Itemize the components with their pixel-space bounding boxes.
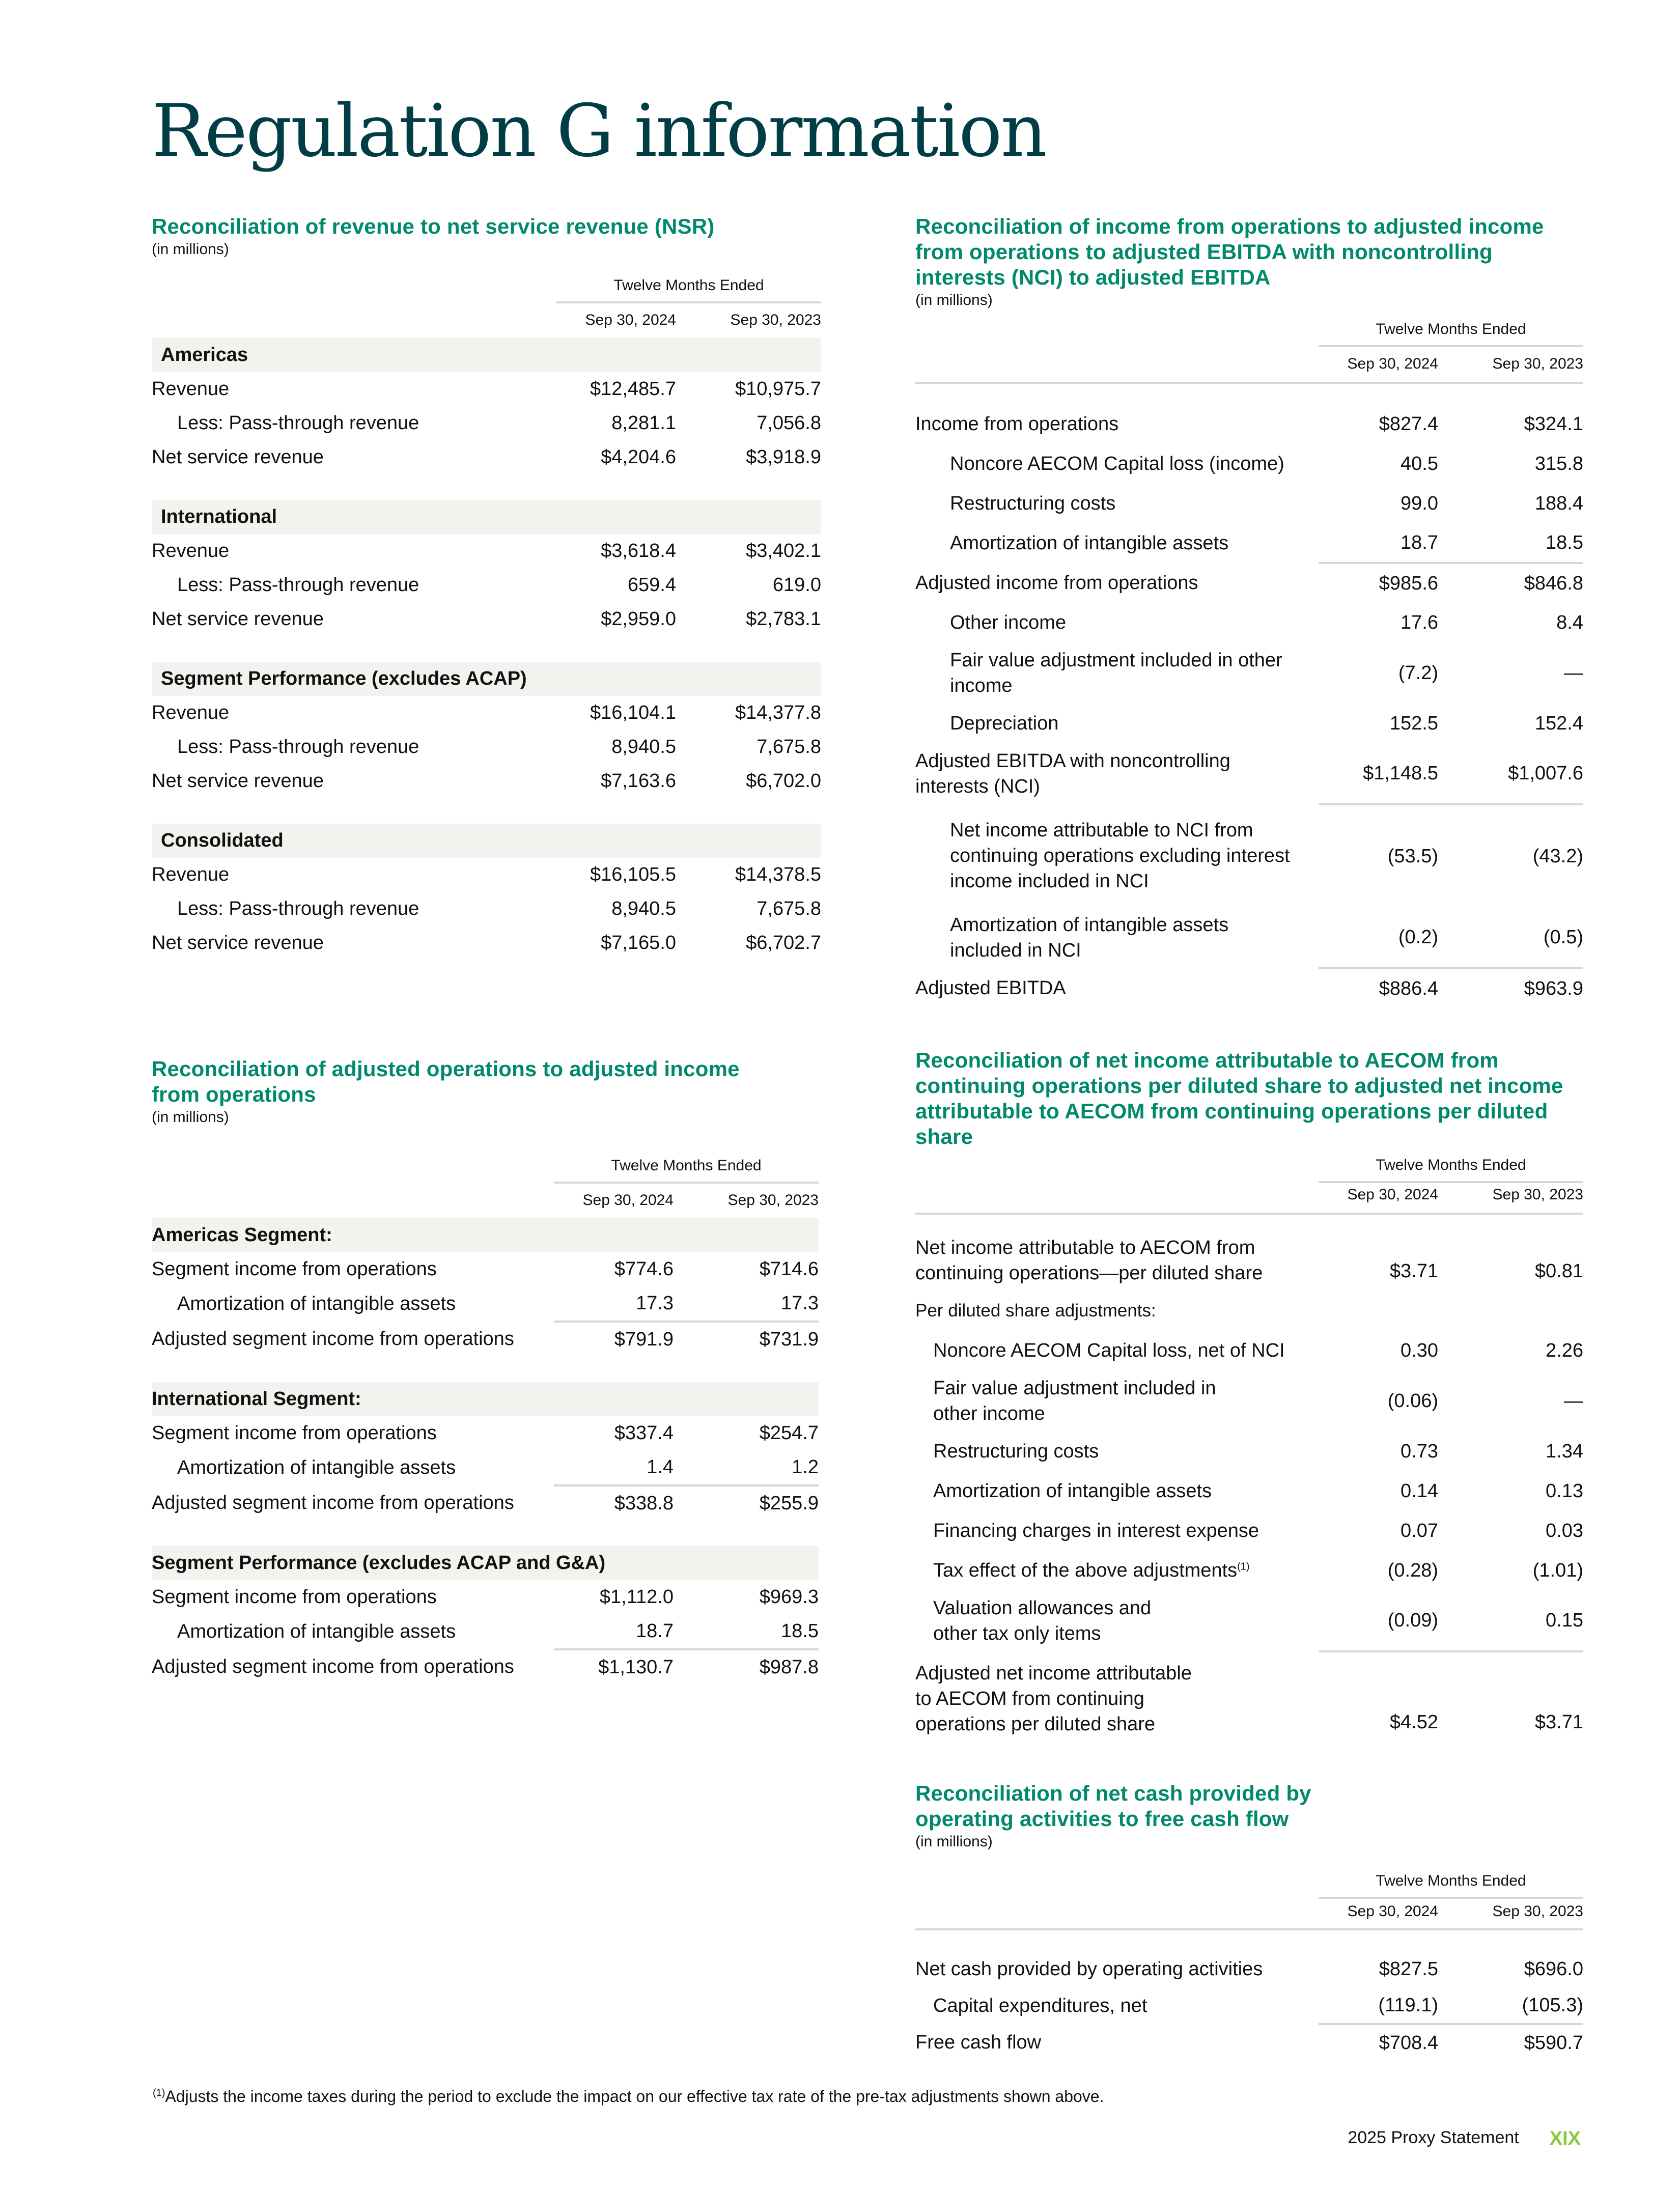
table-row: Fair value adjustment included in other income (0.06) — xyxy=(933,1378,1583,1424)
table-row: Net income attributable to NCI from continuing operations excluding interest income included in NCI (53.5) (43.2) xyxy=(915,804,1583,907)
table-row: Per diluted share adjustments: xyxy=(915,1301,1156,1321)
adj-ops-table xyxy=(152,1218,819,1685)
page-number: XIX xyxy=(1549,2128,1581,2149)
table-row: Revenue $3,618.4 $3,402.1 xyxy=(152,540,821,562)
footnote xyxy=(153,2087,1104,2106)
nsr-table xyxy=(152,338,821,960)
period-group-label: Twelve Months Ended xyxy=(554,1157,819,1184)
table-row: Depreciation 152.5 152.4 xyxy=(950,712,1583,734)
period-col-2024: Sep 30, 2024 xyxy=(585,312,676,328)
ebitda-section xyxy=(915,214,1583,1008)
adj-ops-section xyxy=(152,1056,819,1685)
fcf-table xyxy=(915,1951,1583,2061)
period-group-label: Twelve Months Ended xyxy=(1319,1157,1583,1183)
table-row: Revenue $16,105.5 $14,378.5 xyxy=(152,864,821,885)
table-row: Less: Pass-through revenue 8,940.5 7,675.8 xyxy=(177,736,821,757)
footnote-text: Adjusts the income taxes during the period to exclude the impact on our effective tax rate of the pre-tax adjustments shown above. xyxy=(165,2087,1104,2106)
group-row: International Segment: xyxy=(152,1382,819,1416)
table-row: Adjusted net income attributable to AECOM from continuing operations per diluted share $4.52 $3.71 xyxy=(915,1651,1583,1742)
period-header xyxy=(915,321,1583,384)
table-row: Adjusted income from operations $985.6 $846.8 xyxy=(915,563,1583,603)
table-row: Net service revenue $7,163.6 $6,702.0 xyxy=(152,770,821,792)
period-col-2023: Sep 30, 2023 xyxy=(1492,355,1583,372)
section-title: Reconciliation of net cash provided by operating activities to free cash flow xyxy=(915,1781,1311,1831)
table-row: Financing charges in interest expense 0.07 0.03 xyxy=(933,1520,1583,1541)
table-row: Tax effect of the above adjustments$^{(1)}$ (0.28) (1.01) xyxy=(933,1559,1583,1581)
period-header xyxy=(152,1157,819,1218)
period-header xyxy=(915,1872,1583,1930)
nsr-section xyxy=(152,214,821,960)
table-row: Income from operations $827.4 $324.1 xyxy=(915,413,1583,435)
table-row: Net cash provided by operating activities $827.5 $696.0 xyxy=(915,1958,1583,1980)
table-row: Amortization of intangible assets 18.7 18.5 xyxy=(950,531,1583,554)
table-row: Segment income from operations $337.4 $254.7 xyxy=(152,1422,819,1444)
table-row: Net service revenue $4,204.6 $3,918.9 xyxy=(152,446,821,468)
period-col-2024: Sep 30, 2024 xyxy=(582,1192,674,1209)
publication-name: 2025 Proxy Statement xyxy=(1348,2128,1519,2147)
section-title: Reconciliation of income from operations to adjusted income from operations to adjusted EBITDA with noncontrolling interests (NCI) to adjusted EBITDA xyxy=(915,214,1544,289)
eps-section xyxy=(915,1048,1583,1742)
period-header xyxy=(152,277,821,338)
group-row: Consolidated xyxy=(152,824,821,858)
table-row: Segment income from operations $774.6 $714.6 xyxy=(152,1258,819,1280)
period-col-2024: Sep 30, 2024 xyxy=(1347,1903,1438,1920)
table-row: Restructuring costs 0.73 1.34 xyxy=(933,1440,1583,1462)
table-row: Revenue $12,485.7 $10,975.7 xyxy=(152,378,821,400)
table-row: Amortization of intangible assets 1.4 1.2 xyxy=(177,1456,819,1478)
eps-table xyxy=(915,1230,1583,1742)
table-row: Amortization of intangible assets 17.3 17.3 xyxy=(177,1293,819,1314)
period-header xyxy=(915,1157,1583,1215)
page-footer xyxy=(1348,2128,1581,2150)
footnote-marker: (1) xyxy=(1237,1560,1250,1572)
table-row: Revenue $16,104.1 $14,377.8 xyxy=(152,702,821,723)
table-row: Adjusted segment income from operations $791.9 $731.9 xyxy=(152,1322,819,1357)
table-row: Less: Pass-through revenue 8,940.5 7,675.8 xyxy=(177,898,821,919)
period-col-2023: Sep 30, 2023 xyxy=(1492,1903,1583,1920)
table-row: Amortization of intangible assets 18.7 18.5 xyxy=(177,1620,819,1642)
units-note: (in millions) xyxy=(915,1833,993,1850)
section-title: Reconciliation of revenue to net service revenue (NSR) xyxy=(152,214,715,238)
period-col-2024: Sep 30, 2024 xyxy=(1347,1186,1438,1203)
period-col-2023: Sep 30, 2023 xyxy=(730,312,821,328)
units-note: (in millions) xyxy=(152,1109,229,1126)
section-title: Reconciliation of adjusted operations to adjusted income from operations xyxy=(152,1057,740,1106)
table-row: Fair value adjustment included in other income (7.2) — xyxy=(950,650,1583,696)
table-row: Net income attributable to AECOM from continuing operations—per diluted share $3.71 $0.81 xyxy=(915,1237,1583,1284)
table-row: Free cash flow $708.4 $590.7 xyxy=(915,2024,1583,2061)
table-row: Less: Pass-through revenue 8,281.1 7,056.8 xyxy=(177,412,821,434)
group-row: Segment Performance (excludes ACAP and G&A) xyxy=(152,1546,819,1580)
table-row: Less: Pass-through revenue 659.4 619.0 xyxy=(177,574,821,596)
table-row: Segment income from operations $1,112.0 $969.3 xyxy=(152,1586,819,1608)
table-row: Adjusted EBITDA with noncontrolling interests (NCI) $1,148.5 $1,007.6 xyxy=(915,750,1583,797)
ebitda-table xyxy=(915,404,1583,1008)
table-row: Adjusted EBITDA $886.4 $963.9 xyxy=(915,968,1583,1008)
table-row: Adjusted segment income from operations $1,130.7 $987.8 xyxy=(152,1649,819,1685)
table-row: Other income 17.6 8.4 xyxy=(950,611,1583,633)
period-group-label: Twelve Months Ended xyxy=(556,277,821,303)
period-group-label: Twelve Months Ended xyxy=(1319,1872,1583,1899)
row-label: Tax effect of the above adjustments xyxy=(933,1559,1238,1581)
group-row: International xyxy=(152,500,821,534)
units-note: (in millions) xyxy=(915,292,993,308)
period-col-2023: Sep 30, 2023 xyxy=(727,1192,819,1209)
fcf-section xyxy=(915,1781,1583,2061)
page-title: Regulation G information xyxy=(152,89,1046,173)
group-row: Segment Performance (excludes ACAP) xyxy=(152,662,821,696)
group-row: Americas Segment: xyxy=(152,1218,819,1252)
table-row: Amortization of intangible assets 0.14 0.13 xyxy=(933,1480,1583,1502)
footnote-marker: (1) xyxy=(153,2087,165,2099)
table-row: Adjusted segment income from operations $338.8 $255.9 xyxy=(152,1485,819,1521)
table-row: Restructuring costs 99.0 188.4 xyxy=(950,492,1583,514)
table-row: Capital expenditures, net (119.1) (105.3) xyxy=(933,1994,1583,2016)
table-row: Noncore AECOM Capital loss (income) 40.5 315.8 xyxy=(950,453,1583,474)
units-note: (in millions) xyxy=(152,241,229,258)
table-row: Net service revenue $2,959.0 $2,783.1 xyxy=(152,608,821,630)
period-group-label: Twelve Months Ended xyxy=(1319,321,1583,347)
period-col-2023: Sep 30, 2023 xyxy=(1492,1186,1583,1203)
table-row: Valuation allowances and other tax only items (0.09) 0.15 xyxy=(933,1597,1583,1644)
table-row: Noncore AECOM Capital loss, net of NCI 0.30 2.26 xyxy=(933,1339,1583,1361)
group-row: Americas xyxy=(152,338,821,372)
table-row: Net service revenue $7,165.0 $6,702.7 xyxy=(152,932,821,953)
period-col-2024: Sep 30, 2024 xyxy=(1347,355,1438,372)
section-title: Reconciliation of net income attributable to AECOM from continuing operations per diluted share to adjusted net income attributable to AECOM from continuing operations per diluted share xyxy=(915,1048,1563,1148)
table-row: Amortization of intangible assets included in NCI (0.2) (0.5) xyxy=(950,914,1583,961)
